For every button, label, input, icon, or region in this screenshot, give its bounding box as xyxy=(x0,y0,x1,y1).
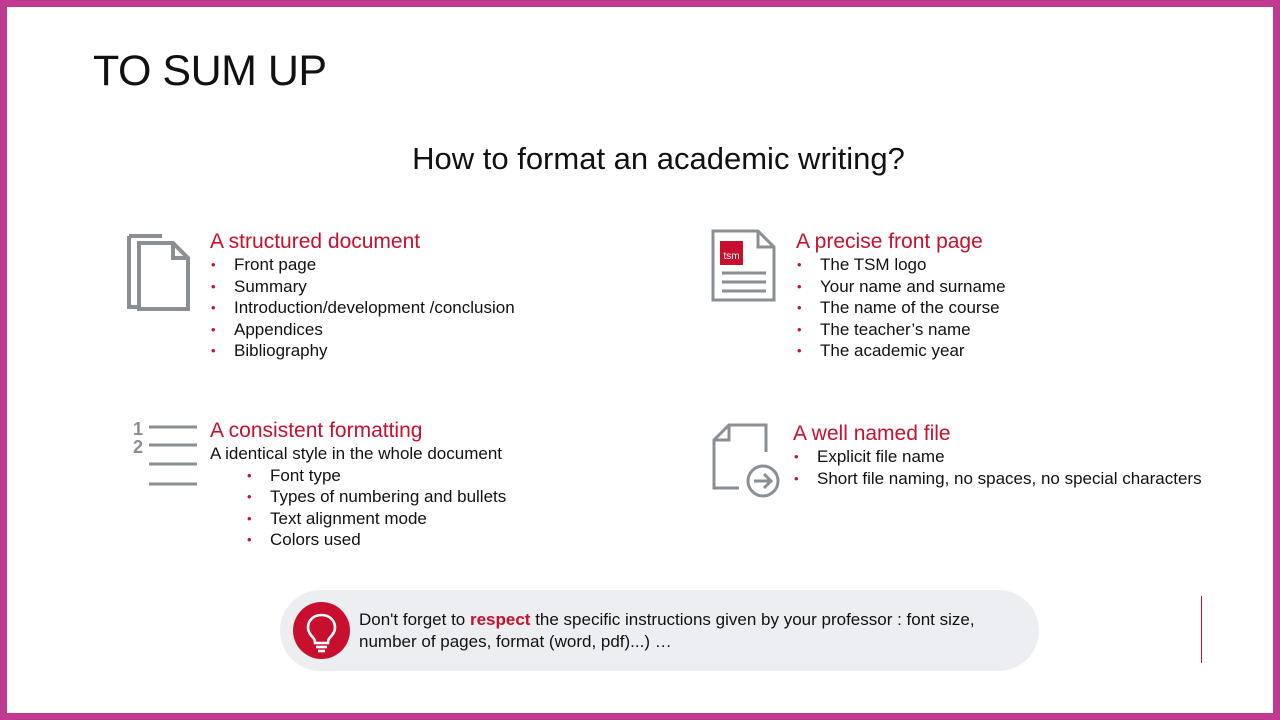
tip-text xyxy=(359,609,1019,653)
list-item: • Types of numbering and bullets xyxy=(246,486,650,508)
tsm-document-icon xyxy=(710,228,778,304)
list-item: • Explicit file name xyxy=(793,446,1233,468)
list-item: • Short file naming, no spaces, no special characters xyxy=(793,468,1233,490)
list-item: • The academic year xyxy=(796,340,1216,362)
section-heading: A structured document xyxy=(210,230,421,253)
list-item: • Appendices xyxy=(210,319,630,341)
list-item: • The teacher’s name xyxy=(796,319,1216,341)
tip-callout xyxy=(280,590,1039,671)
list-item: • Summary xyxy=(210,276,630,298)
section-well-named-file xyxy=(793,422,1233,489)
section-heading: A consistent formatting xyxy=(210,419,423,442)
svg-text:1: 1 xyxy=(133,419,144,439)
tip-text-start: Don't forget to xyxy=(359,610,470,629)
file-export-icon xyxy=(711,422,783,498)
bullet-list xyxy=(210,254,630,362)
list-item: • Font type xyxy=(246,465,650,487)
slide-title: TO SUM UP xyxy=(93,47,327,95)
list-item: • Bibliography xyxy=(210,340,630,362)
bullet-list xyxy=(793,446,1233,489)
section-front-page xyxy=(796,230,1216,362)
bullet-list xyxy=(796,254,1216,362)
lightbulb-icon xyxy=(293,602,350,659)
list-item: • Your name and surname xyxy=(796,276,1216,298)
section-lead-text: A identical style in the whole document xyxy=(210,444,503,463)
tsm-logo-text: tsm xyxy=(723,251,740,262)
slide xyxy=(7,7,1273,713)
list-item: • The name of the course xyxy=(796,297,1216,319)
decorative-divider xyxy=(1201,596,1202,663)
svg-text:2: 2 xyxy=(133,437,144,457)
slide-subtitle: How to format an academic writing? xyxy=(412,141,905,176)
numbered-list-icon xyxy=(131,417,201,489)
list-item: • The TSM logo xyxy=(796,254,1216,276)
section-heading: A well named file xyxy=(793,422,951,445)
list-item: • Introduction/development /conclusion xyxy=(210,297,630,319)
section-consistent-formatting xyxy=(210,419,650,551)
list-item: • Text alignment mode xyxy=(246,508,650,530)
section-structured-document xyxy=(210,230,630,362)
list-item: • Colors used xyxy=(246,529,650,551)
tip-text-end: the specific instructions given by your professor : font size, number of pages, format (word, pdf)...) … xyxy=(359,610,975,651)
documents-icon xyxy=(126,231,194,313)
tip-emphasis: respect xyxy=(469,610,531,629)
section-heading: A precise front page xyxy=(796,230,983,253)
bullet-list xyxy=(246,465,650,551)
list-item: • Front page xyxy=(210,254,630,276)
